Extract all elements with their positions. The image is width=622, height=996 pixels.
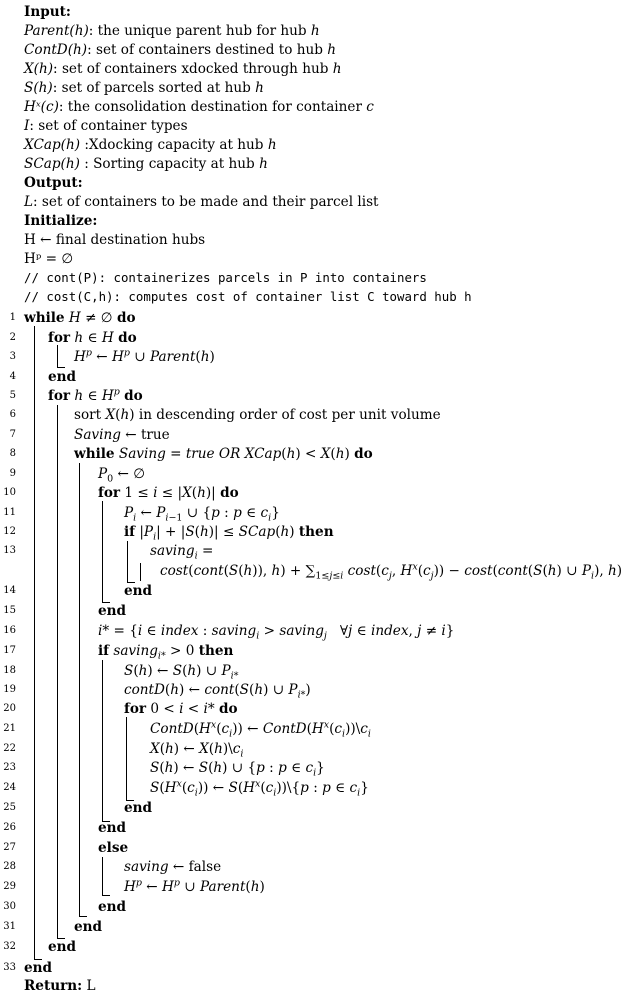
algo-line-17: if saving$_{i*}$ > 0 then: [98, 643, 234, 662]
line-number: 14: [3, 585, 16, 596]
line-number: 2: [9, 332, 16, 343]
line-number: 25: [3, 802, 16, 813]
algo-line-26: end: [98, 820, 127, 836]
algo-line-30: end: [98, 899, 127, 915]
block-bar-for-h: [57, 345, 58, 368]
algo-line-6: sort X(h) in descending order of cost per unit volume: [74, 407, 441, 423]
line-number: 29: [3, 881, 16, 892]
algo-line-15: end: [98, 603, 127, 619]
init-comment-cost: // cost(C,h): computes cost of container list C toward hub h: [24, 289, 472, 304]
algo-line-8: while Saving = true OR XCap(h) < X(h) do: [74, 446, 373, 462]
line-number: 8: [9, 448, 16, 459]
line-number: 30: [3, 901, 16, 912]
algo-line-13-formula: cost(cont(S(h)), $h) + \sum_{1\le j\le i}$ $\cos t(c_j$, $H^x(c_j)$) − cost(cont(S(h) ∪ $P_i$), h): [160, 561, 622, 582]
block-bar-for-0i: [126, 717, 127, 801]
input-heading: Input:: [24, 4, 71, 20]
block-bar-while-outer: [34, 326, 35, 960]
line-number: 5: [9, 390, 16, 401]
algo-line-20: for 0 < i < i* do: [124, 701, 238, 717]
block-bar-while-saving: [79, 463, 80, 917]
algo-line-12: if $|P_i| + |S(h)|$ ≤ SCap(h) then: [124, 524, 334, 543]
algo-line-22: X(h) ← $X(h)\backslash c_i$: [150, 741, 244, 760]
algo-line-28: saving ← false: [124, 859, 222, 875]
line-number: 10: [3, 487, 16, 498]
line-number: 15: [3, 605, 16, 616]
line-number: 32: [3, 941, 16, 952]
line-number: 33: [3, 962, 16, 973]
algo-line-11: $P_i$ ← $P_{i-1}$ ∪ {p : p ∈ $c_i$}: [124, 505, 280, 524]
block-bar-for-i: [102, 501, 103, 603]
algo-line-19: contD(h) ← cont(S(h) ∪ $P_{i*}$): [124, 682, 311, 701]
block-bar-else: [102, 857, 103, 896]
algo-line-25: end: [124, 800, 153, 816]
line-number: 16: [3, 625, 16, 636]
line-number: 4: [9, 371, 16, 382]
line-number: 1: [9, 312, 16, 323]
block-bar-if-saving: [102, 660, 103, 822]
line-number: 19: [3, 684, 16, 695]
line-number: 28: [3, 861, 16, 872]
line-number: 20: [3, 703, 16, 714]
line-number: 12: [3, 526, 16, 537]
output-item-l: L: set of containers to be made and their parcel list: [24, 194, 379, 210]
algo-line-23: S(h) ← S(h) ∪ {p : p ∈ $c_i$}: [150, 760, 325, 779]
input-item-hx: Hˣ(c): the consolidation destination for container c: [24, 99, 374, 115]
algo-line-3: $H^p$ ← $H^p$ ∪ Parent(h): [74, 347, 215, 365]
line-number: 18: [3, 665, 16, 676]
algo-line-21: $ContD(H^x(c_i))$ ← $ContD(H^x(c_i))\backslash c_i$: [150, 719, 371, 740]
line-number: 31: [3, 921, 16, 932]
line-number: 24: [3, 782, 16, 793]
algo-line-31: end: [74, 919, 103, 935]
algo-line-5: for h ∈ $H^p$ do: [48, 386, 143, 404]
line-number: 22: [3, 743, 16, 754]
input-item-scap: SCap(h) : Sorting capacity at hub h: [24, 156, 268, 172]
line-number: 13: [3, 545, 16, 556]
line-number: 3: [9, 351, 16, 362]
output-heading: Output:: [24, 175, 83, 191]
line-number: 11: [3, 507, 16, 518]
block-bar-if-inner: [140, 563, 141, 581]
algo-line-16: i* = {i ∈ index : saving$_i$ > saving$_j$ ∀j ∈ index, j ≠ i}: [98, 623, 455, 642]
line-number: 27: [3, 842, 16, 853]
line-number: 26: [3, 822, 16, 833]
init-comment-cont: // cont(P): containerizes parcels in P into containers: [24, 270, 427, 285]
algo-line-24: $S(H^x(c_i))$ ← $S(H^x(c_i))\backslash\{p$ : p ∈ $c_i$}: [150, 778, 369, 799]
algo-line-2: for h ∈ H do: [48, 330, 137, 346]
initialize-heading: Initialize:: [24, 213, 98, 229]
algo-line-18: S(h) ← S(h) ∪ $P_{i*}$: [124, 663, 239, 682]
input-item-parent: Parent(h): the unique parent hub for hub h: [24, 23, 320, 39]
algo-line-7: Saving ← true: [74, 427, 170, 443]
algo-line-1: while H ≠ ∅ do: [24, 310, 136, 326]
input-item-xcap: XCap(h) :Xdocking capacity at hub h: [24, 137, 277, 153]
line-number: 9: [9, 468, 16, 479]
block-bar-for-hp: [57, 405, 58, 939]
algo-line-4: end: [48, 369, 77, 385]
algo-line-9: $P_0$ ← ∅: [98, 466, 146, 485]
line-number: 21: [3, 723, 16, 734]
line-number: 23: [3, 762, 16, 773]
init-line-h: H ← final destination hubs: [24, 232, 206, 248]
line-number: 7: [9, 429, 16, 440]
input-item-s: S(h): set of parcels sorted at hub h: [24, 80, 264, 96]
algo-line-29: $H^p$ ← $H^p$ ∪ Parent(h): [124, 877, 265, 895]
algo-line-33: end: [24, 960, 53, 976]
algo-line-32: end: [48, 939, 77, 955]
line-number: 6: [9, 409, 16, 420]
return-line: Return: L: [24, 978, 96, 994]
algo-line-27: else: [98, 840, 129, 856]
input-item-contd: ContD(h): set of containers destined to hub h: [24, 42, 337, 58]
algo-line-14: end: [124, 583, 153, 599]
init-line-hp: Hᵖ = ∅: [24, 251, 74, 267]
algo-line-13: saving$_i$ =: [150, 543, 214, 562]
algo-line-10: for 1 ≤ i ≤ |X(h)| do: [98, 485, 239, 501]
block-bar-else-end: [102, 895, 110, 896]
block-bar-if-pi: [127, 541, 128, 583]
input-item-i: I: set of container types: [24, 118, 188, 134]
input-item-x: X(h): set of containers xdocked through hub h: [24, 61, 342, 77]
line-number: 17: [3, 645, 16, 656]
